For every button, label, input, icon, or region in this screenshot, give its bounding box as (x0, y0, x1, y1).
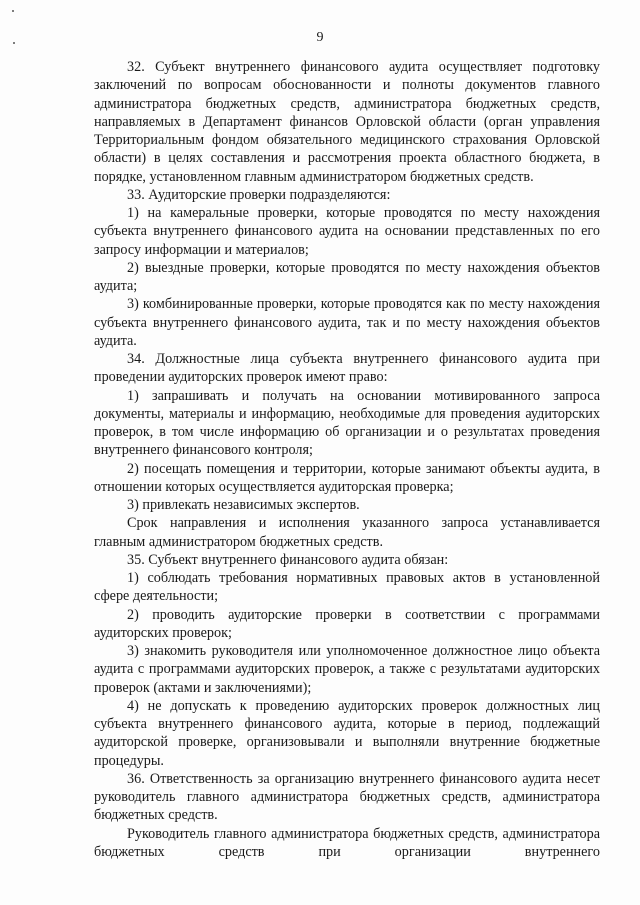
paragraph-32: 32. Субъект внутреннего финансового аудита осуществляет подготовку заключений по вопросам обоснованности и полноты документов главного администратора бюджетных средств, администратора бюджетных средств, направляемых в Департамент финансов Орловской области (орган управления Территориальным фондом обязательного медицинского страхования Орловской области) в целях составления и рассмотрения проекта областного бюджета, в порядке, установленном главным администратором бюджетных средств. (94, 59, 600, 185)
list-item: 2) посещать помещения и территории, которые занимают объекты аудита, в отношении которых осуществляется аудиторская проверка; (94, 460, 600, 495)
list-item: 3) знакомить руководителя или уполномоченное должностное лицо объекта аудита с программами аудиторских проверок, а также с результатами аудиторских проверок (актами и заключениями); (94, 643, 600, 696)
page-number: 9 (316, 30, 324, 45)
list-item: 2) проводить аудиторские проверки в соответствии с программами аудиторских проверок; (94, 606, 600, 641)
paragraph-36: 36. Ответственность за организацию внутреннего финансового аудита несет руководитель главного администратора бюджетных средств, администратора бюджетных средств. (94, 770, 600, 824)
paragraph-request-deadline: Срок направления и исполнения указанного запроса устанавливается главным администратором бюджетных средств. (94, 515, 600, 550)
document-body (94, 58, 600, 861)
scan-speck (12, 10, 14, 12)
paragraph-continued: Руководитель главного администратора бюджетных средств, администратора бюджетных средств при организации внутреннего (94, 825, 600, 860)
list-item: 1) соблюдать требования нормативных правовых актов в установленной сфере деятельности; (94, 570, 600, 605)
list-item: 1) запрашивать и получать на основании мотивированного запроса документы, материалы и информацию, необходимые для проведения аудиторских проверок, в том числе информацию об организации и о результатах проведения внутреннего финансового контроля; (94, 387, 600, 459)
list-item: 2) выездные проверки, которые проводятся по месту нахождения объектов аудита; (94, 259, 600, 294)
list-item: 4) не допускать к проведению аудиторских проверок должностных лиц субъекта внутреннего финансового аудита, которые в период, подлежащий аудиторской проверке, организовывали и выполняли внутренние бюджетные процедуры. (94, 697, 600, 769)
list-item: 1) на камеральные проверки, которые проводятся по месту нахождения субъекта внутреннего финансового аудита на основании представленных по его запросу информации и материалов; (94, 205, 600, 258)
paragraph-33-heading: 33. Аудиторские проверки подразделяются: (127, 186, 391, 203)
paragraph-34-heading: 34. Должностные лица субъекта внутреннего финансового аудита при проведении аудиторских проверок имеют право: (94, 351, 600, 386)
list-item: 3) комбинированные проверки, которые проводятся как по месту нахождения субъекта внутреннего финансового аудита, так и по месту нахождения объектов аудита. (94, 296, 600, 349)
paragraph-35-heading: 35. Субъект внутреннего финансового аудита обязан: (127, 551, 449, 568)
list-item: 3) привлекать независимых экспертов. (127, 497, 360, 513)
